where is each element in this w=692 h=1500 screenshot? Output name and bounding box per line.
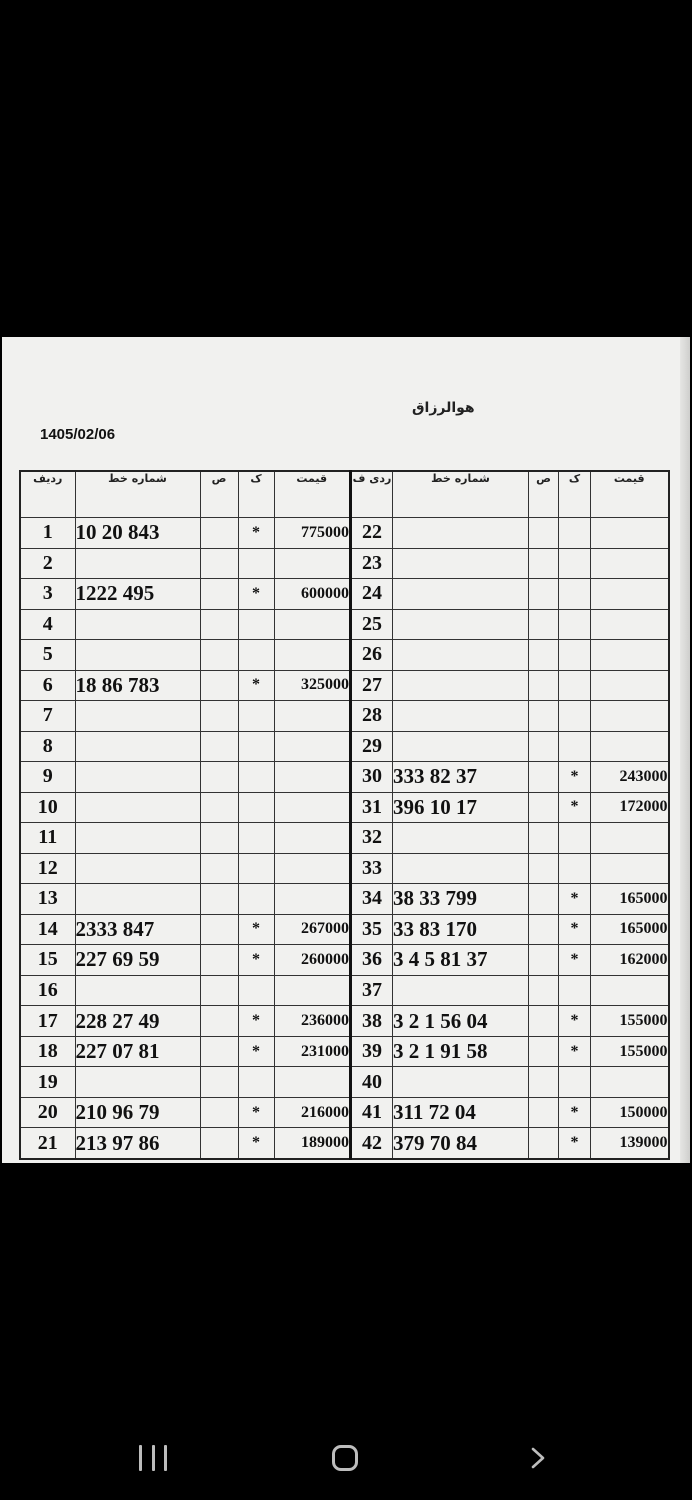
- table-row: [20, 975, 350, 1006]
- table-row: [351, 1097, 669, 1128]
- row-number-cell: 18: [20, 1036, 75, 1067]
- k-cell: *: [238, 579, 274, 610]
- table-row: [351, 731, 669, 762]
- s-cell: [200, 609, 238, 640]
- s-cell: [200, 792, 238, 823]
- price-cell: 172000: [591, 792, 669, 823]
- s-cell: [529, 884, 559, 915]
- row-number-cell: 26: [351, 640, 393, 671]
- header-row-number: ردیف: [20, 471, 75, 518]
- s-cell: [529, 914, 559, 945]
- s-cell: [529, 975, 559, 1006]
- table-row: [20, 579, 350, 610]
- line-number-cell: 210 96 79: [75, 1097, 200, 1128]
- price-cell: [274, 731, 350, 762]
- line-number-cell: [75, 1067, 200, 1098]
- k-cell: [559, 579, 591, 610]
- header-price: قیمت: [274, 471, 350, 518]
- table-row: [351, 1036, 669, 1067]
- line-number-cell: 227 07 81: [75, 1036, 200, 1067]
- price-cell: [591, 1067, 669, 1098]
- row-number-cell: 34: [351, 884, 393, 915]
- row-number-cell: 2: [20, 548, 75, 579]
- price-cell: [591, 853, 669, 884]
- table-row: [351, 975, 669, 1006]
- price-cell: [591, 640, 669, 671]
- k-cell: [238, 640, 274, 671]
- line-number-cell: [393, 518, 529, 549]
- row-number-cell: 30: [351, 762, 393, 793]
- s-cell: [200, 1006, 238, 1037]
- table-row: [351, 579, 669, 610]
- k-cell: [559, 823, 591, 854]
- line-number-cell: [393, 975, 529, 1006]
- row-number-cell: 27: [351, 670, 393, 701]
- price-sheet: [19, 470, 667, 1160]
- table-row: [351, 1128, 669, 1159]
- s-cell: [529, 518, 559, 549]
- s-cell: [200, 823, 238, 854]
- s-cell: [200, 701, 238, 732]
- header-s: ص: [200, 471, 238, 518]
- s-cell: [529, 1067, 559, 1098]
- line-number-cell: 38 33 799: [393, 884, 529, 915]
- left-table: [19, 470, 351, 1160]
- s-cell: [200, 731, 238, 762]
- price-cell: 155000: [591, 1006, 669, 1037]
- line-number-cell: 3 4 5 81 37: [393, 945, 529, 976]
- price-cell: 216000: [274, 1097, 350, 1128]
- s-cell: [529, 1036, 559, 1067]
- k-cell: [559, 518, 591, 549]
- s-cell: [200, 945, 238, 976]
- row-number-cell: 17: [20, 1006, 75, 1037]
- price-cell: 162000: [591, 945, 669, 976]
- s-cell: [200, 1036, 238, 1067]
- s-cell: [529, 762, 559, 793]
- price-cell: 243000: [591, 762, 669, 793]
- price-cell: [591, 518, 669, 549]
- table-row: [351, 1006, 669, 1037]
- s-cell: [200, 853, 238, 884]
- table-row: [20, 762, 350, 793]
- line-number-cell: 1222 495: [75, 579, 200, 610]
- price-cell: [591, 731, 669, 762]
- k-cell: *: [559, 1128, 591, 1159]
- row-number-cell: 14: [20, 914, 75, 945]
- k-cell: *: [238, 670, 274, 701]
- row-number-cell: 1: [20, 518, 75, 549]
- k-cell: *: [238, 1036, 274, 1067]
- table-row: [20, 1097, 350, 1128]
- k-cell: [559, 670, 591, 701]
- k-cell: *: [238, 945, 274, 976]
- table-row: [20, 640, 350, 671]
- document-date: 1405/02/06: [40, 426, 116, 443]
- k-cell: *: [238, 1128, 274, 1159]
- price-cell: [591, 609, 669, 640]
- s-cell: [200, 914, 238, 945]
- line-number-cell: [393, 548, 529, 579]
- s-cell: [200, 1097, 238, 1128]
- s-cell: [200, 518, 238, 549]
- row-number-cell: 38: [351, 1006, 393, 1037]
- s-cell: [529, 792, 559, 823]
- k-cell: [238, 731, 274, 762]
- price-cell: 155000: [591, 1036, 669, 1067]
- k-cell: [559, 701, 591, 732]
- table-row: [20, 548, 350, 579]
- table-row: [20, 670, 350, 701]
- k-cell: *: [559, 1097, 591, 1128]
- s-cell: [200, 670, 238, 701]
- line-number-cell: [393, 731, 529, 762]
- line-number-cell: [393, 1067, 529, 1098]
- k-cell: *: [238, 518, 274, 549]
- line-number-cell: [75, 975, 200, 1006]
- header-price: قیمت: [591, 471, 669, 518]
- row-number-cell: 28: [351, 701, 393, 732]
- line-number-cell: [393, 853, 529, 884]
- price-cell: 189000: [274, 1128, 350, 1159]
- table-row: [20, 701, 350, 732]
- row-number-cell: 33: [351, 853, 393, 884]
- s-cell: [529, 609, 559, 640]
- document-photo: [2, 337, 690, 1163]
- k-cell: [559, 548, 591, 579]
- header-row-number: ردی ف: [351, 471, 393, 518]
- price-cell: 267000: [274, 914, 350, 945]
- line-number-cell: 379 70 84: [393, 1128, 529, 1159]
- row-number-cell: 15: [20, 945, 75, 976]
- s-cell: [529, 945, 559, 976]
- line-number-cell: 18 86 783: [75, 670, 200, 701]
- line-number-cell: [393, 701, 529, 732]
- table-row: [351, 609, 669, 640]
- row-number-cell: 23: [351, 548, 393, 579]
- row-number-cell: 16: [20, 975, 75, 1006]
- price-cell: [591, 823, 669, 854]
- row-number-cell: 24: [351, 579, 393, 610]
- table-row: [351, 701, 669, 732]
- line-number-cell: 33 83 170: [393, 914, 529, 945]
- right-header-row: [351, 471, 669, 518]
- table-row: [351, 762, 669, 793]
- price-cell: [274, 762, 350, 793]
- left-header-row: [20, 471, 350, 518]
- s-cell: [200, 548, 238, 579]
- header-s: ص: [529, 471, 559, 518]
- line-number-cell: 3 2 1 56 04: [393, 1006, 529, 1037]
- row-number-cell: 10: [20, 792, 75, 823]
- k-cell: [559, 731, 591, 762]
- table-row: [20, 1036, 350, 1067]
- price-cell: [274, 548, 350, 579]
- price-cell: [591, 670, 669, 701]
- back-chevron-icon[interactable]: [527, 1447, 549, 1469]
- line-number-cell: [393, 823, 529, 854]
- line-number-cell: [75, 701, 200, 732]
- row-number-cell: 40: [351, 1067, 393, 1098]
- left-table-body: [20, 518, 350, 1160]
- table-row: [351, 823, 669, 854]
- line-number-cell: [75, 731, 200, 762]
- line-number-cell: 10 20 843: [75, 518, 200, 549]
- table-row: [20, 609, 350, 640]
- line-number-cell: 228 27 49: [75, 1006, 200, 1037]
- price-cell: 165000: [591, 914, 669, 945]
- line-number-cell: 213 97 86: [75, 1128, 200, 1159]
- table-row: [351, 792, 669, 823]
- k-cell: *: [559, 945, 591, 976]
- table-row: [20, 731, 350, 762]
- line-number-cell: 227 69 59: [75, 945, 200, 976]
- k-cell: *: [559, 914, 591, 945]
- table-row: [20, 1067, 350, 1098]
- table-row: [351, 945, 669, 976]
- k-cell: [238, 853, 274, 884]
- s-cell: [529, 701, 559, 732]
- price-cell: [591, 701, 669, 732]
- price-cell: 236000: [274, 1006, 350, 1037]
- row-number-cell: 19: [20, 1067, 75, 1098]
- row-number-cell: 12: [20, 853, 75, 884]
- k-cell: [559, 975, 591, 1006]
- k-cell: [559, 853, 591, 884]
- row-number-cell: 9: [20, 762, 75, 793]
- row-number-cell: 41: [351, 1097, 393, 1128]
- price-cell: 600000: [274, 579, 350, 610]
- price-cell: [274, 853, 350, 884]
- line-number-cell: 3 2 1 91 58: [393, 1036, 529, 1067]
- row-number-cell: 3: [20, 579, 75, 610]
- price-cell: [274, 792, 350, 823]
- s-cell: [200, 1128, 238, 1159]
- row-number-cell: 8: [20, 731, 75, 762]
- line-number-cell: [393, 609, 529, 640]
- row-number-cell: 22: [351, 518, 393, 549]
- k-cell: [238, 548, 274, 579]
- s-cell: [529, 670, 559, 701]
- row-number-cell: 39: [351, 1036, 393, 1067]
- s-cell: [529, 579, 559, 610]
- table-row: [20, 884, 350, 915]
- row-number-cell: 31: [351, 792, 393, 823]
- table-row: [20, 792, 350, 823]
- table-row: [351, 884, 669, 915]
- k-cell: [238, 823, 274, 854]
- line-number-cell: 2333 847: [75, 914, 200, 945]
- row-number-cell: 29: [351, 731, 393, 762]
- price-cell: 150000: [591, 1097, 669, 1128]
- line-number-cell: 396 10 17: [393, 792, 529, 823]
- line-number-cell: [75, 548, 200, 579]
- s-cell: [529, 640, 559, 671]
- row-number-cell: 11: [20, 823, 75, 854]
- table-row: [20, 853, 350, 884]
- s-cell: [529, 1097, 559, 1128]
- line-number-cell: [75, 640, 200, 671]
- price-cell: [274, 701, 350, 732]
- k-cell: *: [559, 1036, 591, 1067]
- table-row: [20, 823, 350, 854]
- table-row: [20, 1128, 350, 1159]
- k-cell: [238, 1067, 274, 1098]
- row-number-cell: 20: [20, 1097, 75, 1128]
- k-cell: *: [238, 1006, 274, 1037]
- k-cell: *: [559, 884, 591, 915]
- table-row: [20, 914, 350, 945]
- price-cell: [274, 1067, 350, 1098]
- line-number-cell: [393, 670, 529, 701]
- row-number-cell: 13: [20, 884, 75, 915]
- s-cell: [529, 548, 559, 579]
- line-number-cell: [75, 762, 200, 793]
- row-number-cell: 42: [351, 1128, 393, 1159]
- right-table: [349, 470, 670, 1160]
- price-cell: 260000: [274, 945, 350, 976]
- s-cell: [200, 975, 238, 1006]
- table-row: [351, 914, 669, 945]
- line-number-cell: [75, 609, 200, 640]
- table-row: [351, 548, 669, 579]
- row-number-cell: 35: [351, 914, 393, 945]
- price-cell: [274, 640, 350, 671]
- s-cell: [200, 1067, 238, 1098]
- k-cell: *: [559, 762, 591, 793]
- price-cell: [274, 975, 350, 1006]
- right-table-body: [351, 518, 669, 1160]
- table-row: [20, 945, 350, 976]
- document-heading: هوالرزاق: [412, 400, 475, 416]
- header-line-number: شماره خط: [75, 471, 200, 518]
- line-number-cell: [75, 823, 200, 854]
- price-cell: [274, 609, 350, 640]
- k-cell: [559, 1067, 591, 1098]
- header-line-number: شماره خط: [393, 471, 529, 518]
- paper-edge: [680, 337, 690, 1163]
- line-number-cell: [75, 884, 200, 915]
- table-row: [351, 853, 669, 884]
- table-row: [20, 518, 350, 549]
- k-cell: [238, 609, 274, 640]
- line-number-cell: [75, 853, 200, 884]
- row-number-cell: 21: [20, 1128, 75, 1159]
- row-number-cell: 32: [351, 823, 393, 854]
- s-cell: [529, 1128, 559, 1159]
- table-row: [351, 640, 669, 671]
- k-cell: *: [559, 792, 591, 823]
- price-cell: 231000: [274, 1036, 350, 1067]
- table-row: [351, 518, 669, 549]
- price-cell: [274, 823, 350, 854]
- price-cell: [591, 579, 669, 610]
- k-cell: [238, 975, 274, 1006]
- s-cell: [200, 762, 238, 793]
- line-number-cell: 333 82 37: [393, 762, 529, 793]
- k-cell: [238, 792, 274, 823]
- s-cell: [200, 640, 238, 671]
- header-k: ک: [238, 471, 274, 518]
- price-cell: [591, 548, 669, 579]
- k-cell: *: [559, 1006, 591, 1037]
- table-row: [20, 1006, 350, 1037]
- row-number-cell: 7: [20, 701, 75, 732]
- k-cell: *: [238, 914, 274, 945]
- price-cell: 325000: [274, 670, 350, 701]
- k-cell: [238, 762, 274, 793]
- row-number-cell: 5: [20, 640, 75, 671]
- row-number-cell: 36: [351, 945, 393, 976]
- s-cell: [529, 823, 559, 854]
- line-number-cell: 311 72 04: [393, 1097, 529, 1128]
- home-icon[interactable]: [332, 1445, 358, 1471]
- k-cell: [238, 701, 274, 732]
- system-navigation-bar: [0, 1418, 692, 1500]
- table-row: [351, 1067, 669, 1098]
- price-cell: [591, 975, 669, 1006]
- table-row: [351, 670, 669, 701]
- price-cell: 139000: [591, 1128, 669, 1159]
- price-cell: 165000: [591, 884, 669, 915]
- header-k: ک: [559, 471, 591, 518]
- k-cell: [559, 609, 591, 640]
- line-number-cell: [75, 792, 200, 823]
- row-number-cell: 37: [351, 975, 393, 1006]
- s-cell: [529, 853, 559, 884]
- s-cell: [200, 884, 238, 915]
- k-cell: *: [238, 1097, 274, 1128]
- price-cell: [274, 884, 350, 915]
- k-cell: [559, 640, 591, 671]
- line-number-cell: [393, 640, 529, 671]
- row-number-cell: 4: [20, 609, 75, 640]
- s-cell: [200, 579, 238, 610]
- s-cell: [529, 731, 559, 762]
- k-cell: [238, 884, 274, 915]
- price-cell: 775000: [274, 518, 350, 549]
- line-number-cell: [393, 579, 529, 610]
- recent-apps-icon[interactable]: [139, 1445, 167, 1471]
- s-cell: [529, 1006, 559, 1037]
- row-number-cell: 6: [20, 670, 75, 701]
- row-number-cell: 25: [351, 609, 393, 640]
